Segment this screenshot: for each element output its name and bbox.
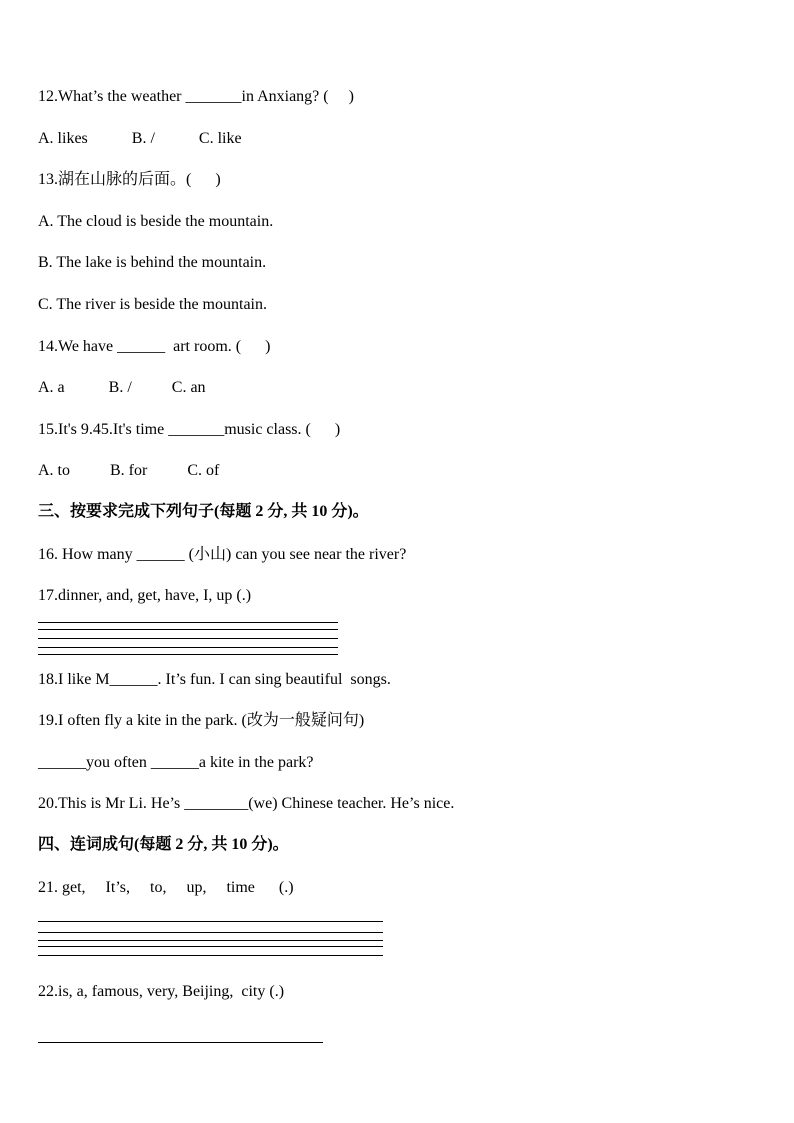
question-16: 16. How many ______ (小山) can you see near the river? [38, 546, 407, 563]
question-19-answer: ______you often ______a kite in the park? [38, 754, 314, 771]
question-17: 17.dinner, and, get, have, I, up (.) [38, 587, 252, 604]
question-19-stem: 19.I often fly a kite in the park. (改为一般疑问句) [38, 712, 365, 729]
answer-line [38, 940, 383, 941]
answer-line [38, 638, 338, 639]
question-15-stem: 15.It's 9.45.It's time _______music class. ( ) [38, 421, 341, 438]
question-20: 20.This is Mr Li. He’s ________(we) Chinese teacher. He’s nice. [38, 795, 455, 812]
answer-line [38, 622, 338, 623]
question-21: 21. get, It’s, to, up, time (.) [38, 879, 294, 896]
question-12-stem: 12.What’s the weather _______in Anxiang? ( ) [38, 88, 354, 105]
question-12-options: A. likes B. / C. like [38, 130, 242, 147]
question-14-options: A. a B. / C. an [38, 379, 206, 396]
question-13-option-b: B. The lake is behind the mountain. [38, 254, 267, 271]
answer-line [38, 946, 383, 947]
answer-line [38, 921, 383, 922]
question-18: 18.I like M______. It’s fun. I can sing beautiful songs. [38, 671, 391, 688]
question-14-stem: 14.We have ______ art room. ( ) [38, 338, 271, 355]
question-13-stem: 13.湖在山脉的后面。( ) [38, 171, 221, 188]
section-4-heading: 四、连词成句(每题 2 分, 共 10 分)。 [38, 836, 289, 853]
section-3-heading: 三、按要求完成下列句子(每题 2 分, 共 10 分)。 [38, 503, 369, 520]
answer-line [38, 647, 338, 648]
question-13-option-c: C. The river is beside the mountain. [38, 296, 267, 313]
question-22-answer-line[interactable] [38, 1042, 323, 1043]
answer-line [38, 955, 383, 956]
question-13-option-a: A. The cloud is beside the mountain. [38, 213, 274, 230]
answer-line [38, 629, 338, 630]
answer-line [38, 654, 338, 655]
question-15-options: A. to B. for C. of [38, 462, 220, 479]
question-22: 22.is, a, famous, very, Beijing, city (.) [38, 983, 285, 1000]
answer-line [38, 932, 383, 933]
